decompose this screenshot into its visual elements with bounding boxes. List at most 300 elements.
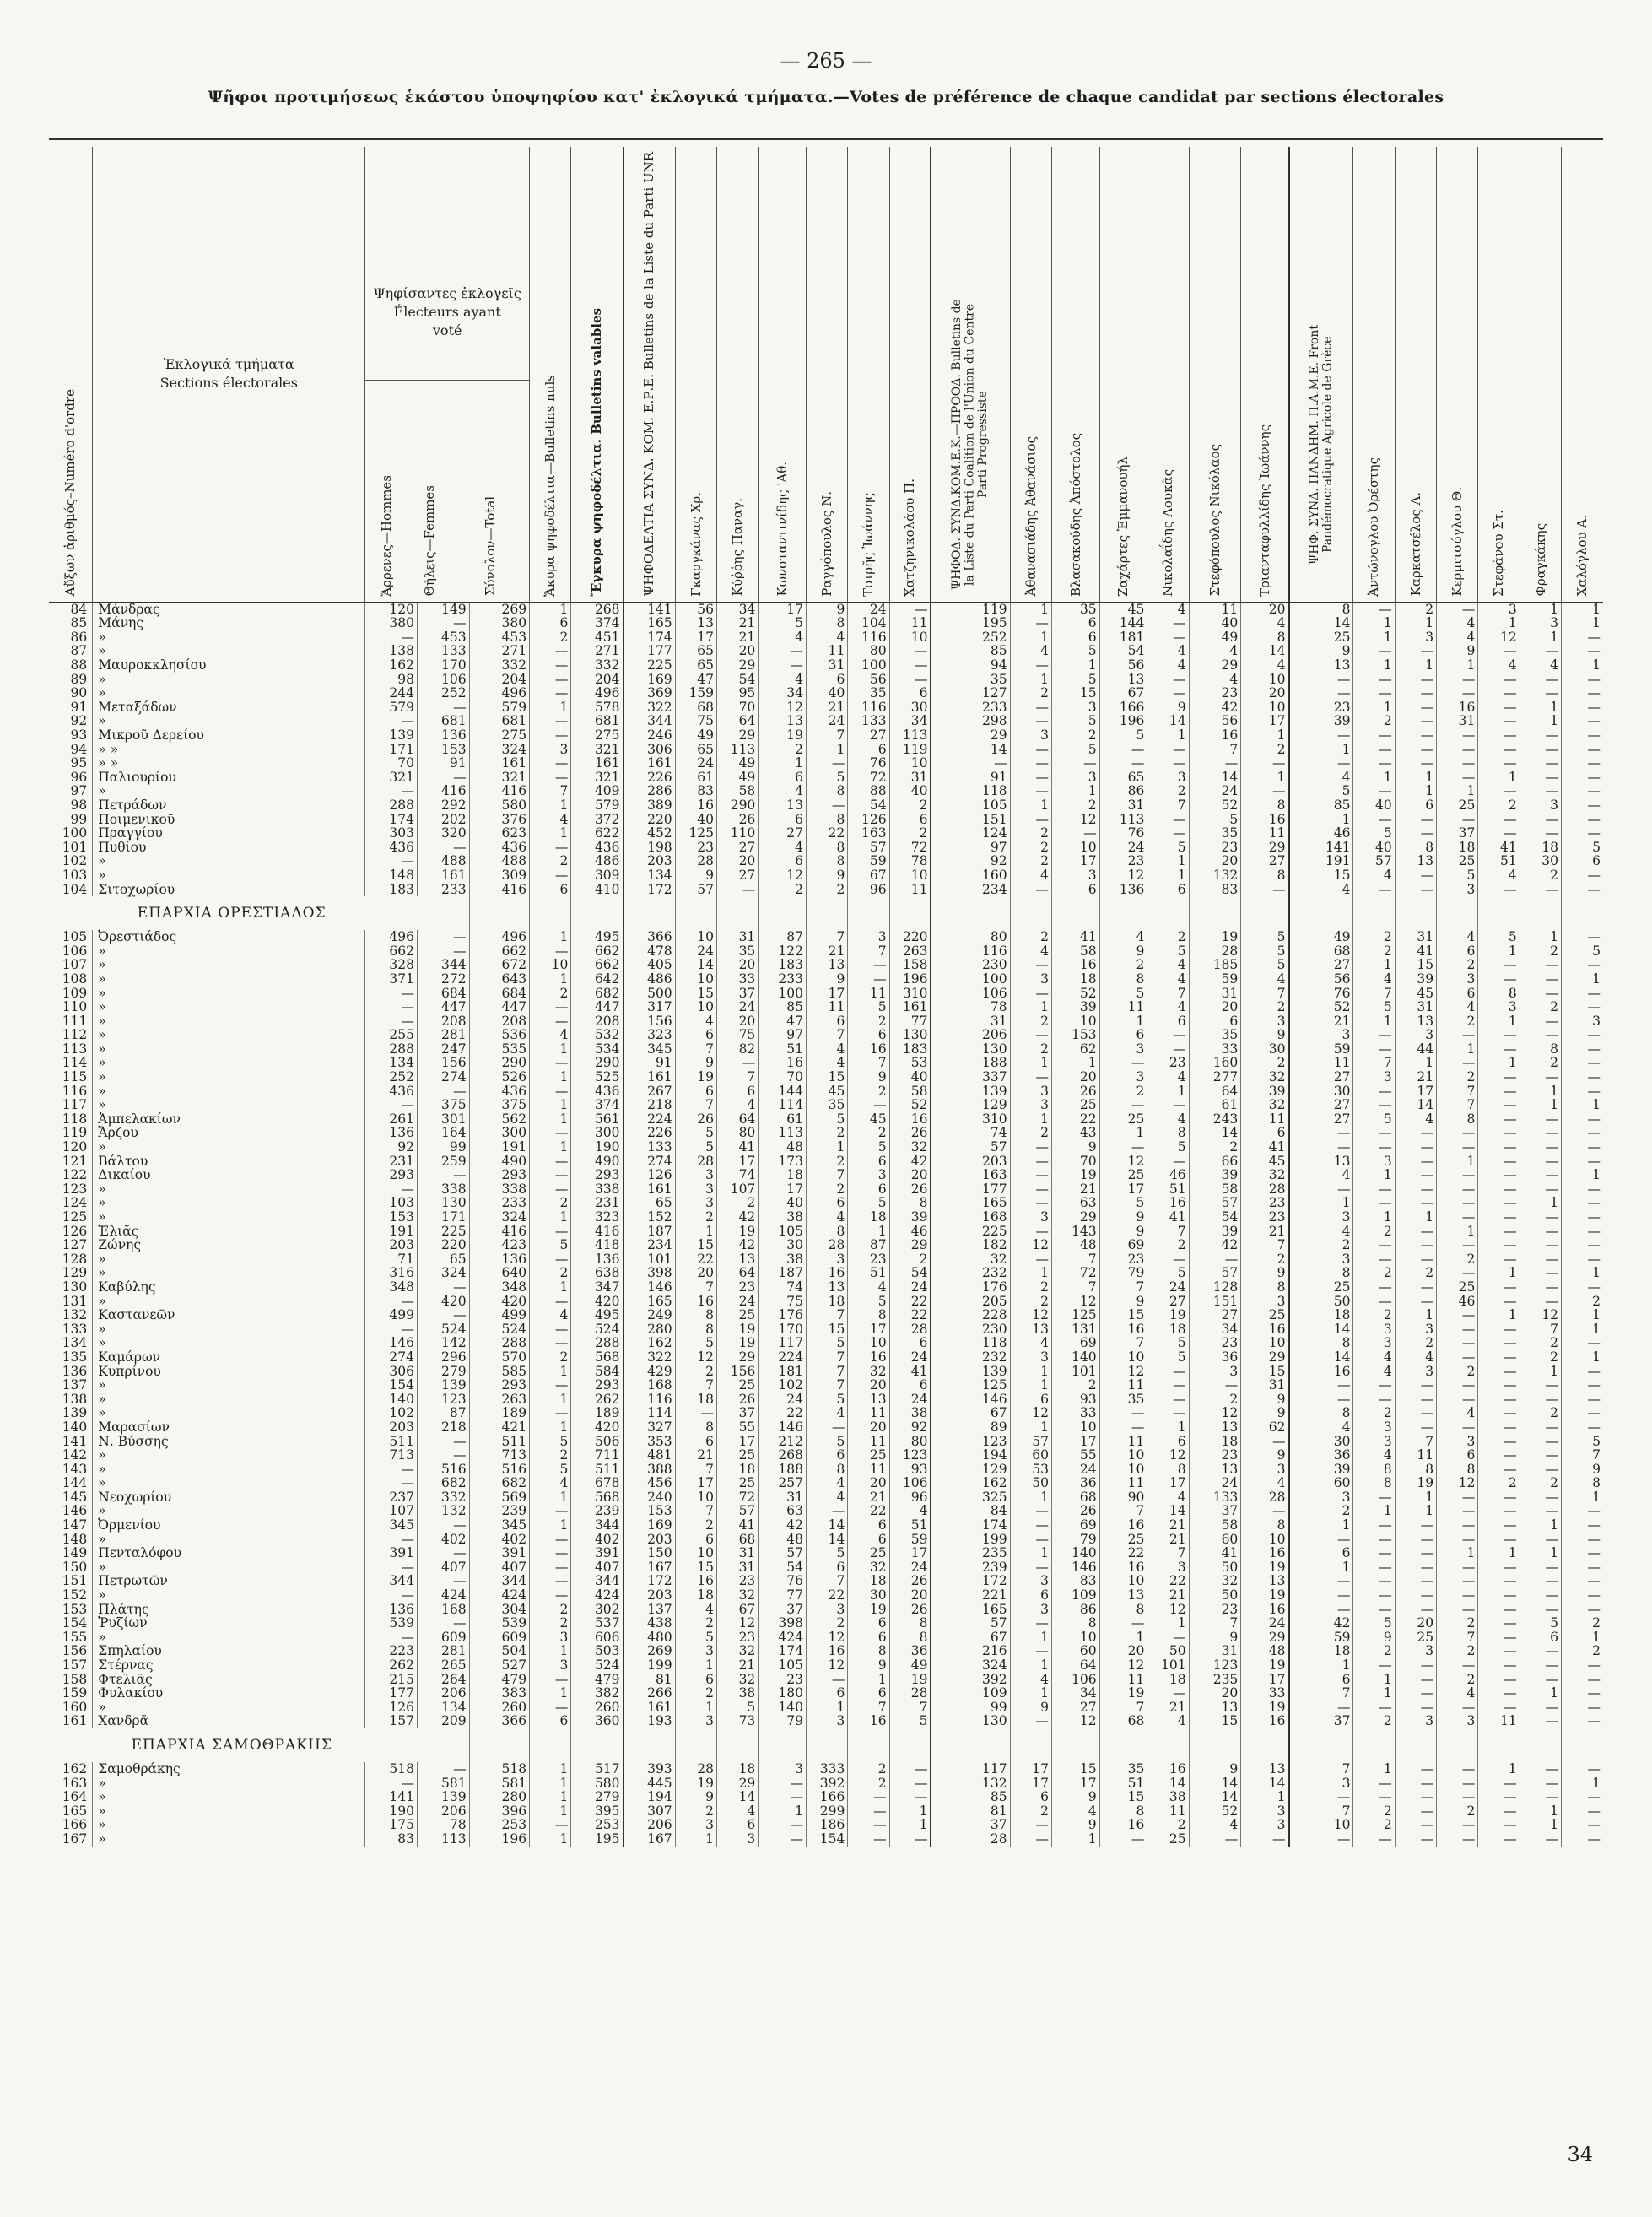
value-cell: 12 — [1099, 1365, 1147, 1379]
value-cell: 166 — [1099, 700, 1147, 715]
value-cell: 23 — [675, 841, 716, 855]
value-cell: 23 — [848, 1252, 889, 1267]
value-cell: 22 — [1099, 1546, 1147, 1560]
value-cell: 6 — [1592, 853, 1601, 869]
value-cell: 14 — [1147, 1776, 1189, 1791]
row-number: 98 — [49, 798, 93, 813]
value-cell: — — [1395, 1673, 1436, 1687]
value-cell: 23 — [1189, 1603, 1241, 1617]
value-cell: 29 — [1189, 658, 1241, 673]
value-cell: — — [1478, 1168, 1520, 1182]
value-cell: — — [1010, 1154, 1051, 1169]
value-cell: 17 — [675, 1476, 716, 1490]
value-cell: 321 — [365, 771, 418, 785]
value-cell: — — [1520, 1701, 1561, 1715]
value-cell: 1 — [530, 700, 571, 715]
value-cell: — — [1587, 1803, 1601, 1819]
value-cell: 199 — [624, 1658, 676, 1673]
value-cell: 424 — [469, 1588, 530, 1603]
table-row — [49, 854, 1603, 868]
value-cell: 7 — [1099, 1504, 1147, 1518]
value-cell: 1 — [1353, 630, 1395, 645]
value-cell: 8 — [848, 1644, 889, 1658]
value-cell: 226 — [624, 1126, 676, 1140]
value-cell: 1 — [530, 1490, 571, 1505]
value-cell: — — [1395, 1252, 1436, 1267]
value-cell: 29 — [889, 1238, 931, 1252]
value-cell: 481 — [624, 1448, 676, 1463]
value-cell: 149 — [417, 602, 469, 616]
value-cell: 13 — [759, 714, 807, 728]
value-cell: 65 — [417, 1252, 469, 1267]
value-cell: 13 — [848, 1392, 889, 1407]
value-cell: 5 — [1051, 673, 1099, 687]
value-cell: 61 — [675, 771, 716, 785]
value-cell: 1 — [1147, 854, 1189, 868]
row-number: 112 — [49, 1028, 93, 1042]
value-cell: 681 — [571, 714, 624, 728]
value-cell: 30 — [1289, 1084, 1353, 1099]
value-cell: 2 — [1353, 1714, 1395, 1728]
table-row — [49, 630, 1603, 645]
value-cell: — — [530, 1406, 571, 1420]
value-cell: 209 — [417, 1714, 469, 1728]
value-cell: 2 — [1010, 854, 1051, 868]
table-row — [49, 1365, 1603, 1379]
value-cell: 1 — [1395, 1210, 1436, 1225]
value-cell: 23 — [1189, 1448, 1241, 1463]
value-cell: — — [530, 714, 571, 728]
value-cell: — — [365, 854, 418, 868]
value-cell: 19 — [1189, 930, 1241, 944]
value-cell: — — [1587, 1377, 1601, 1393]
value-cell: 288 — [365, 798, 418, 813]
value-cell: 4 — [807, 630, 848, 645]
value-cell: — — [1520, 1420, 1561, 1435]
value-cell: 2 — [530, 1266, 571, 1280]
value-cell: 393 — [624, 1762, 676, 1776]
table-row — [49, 1210, 1603, 1225]
row-number: 104 — [49, 883, 93, 897]
col-c3 — [759, 147, 807, 602]
value-cell: 3 — [807, 1252, 848, 1267]
value-cell: 2 — [889, 798, 931, 813]
value-cell: 75 — [759, 1295, 807, 1309]
value-cell: — — [1520, 1560, 1561, 1575]
value-cell: 72 — [1051, 1266, 1099, 1280]
value-cell: 7 — [1241, 987, 1289, 1001]
value-cell: 22 — [889, 1295, 931, 1309]
section-name: » — [93, 854, 365, 868]
col-c4-label: Ραγγόπουλος Ν. — [818, 490, 834, 597]
value-cell: — — [1478, 1420, 1520, 1435]
value-cell: 65 — [624, 1196, 676, 1210]
value-cell: 4 — [1289, 883, 1353, 897]
value-cell: 228 — [931, 1308, 1010, 1322]
value-cell: 239 — [571, 1504, 624, 1518]
value-cell: 39 — [889, 1210, 931, 1225]
section-name: » — [93, 958, 365, 972]
value-cell: 98 — [365, 673, 418, 687]
value-cell: 5 — [675, 1140, 716, 1154]
value-cell: 4 — [1147, 1000, 1189, 1014]
value-cell: 126 — [624, 1168, 676, 1182]
value-cell: 6 — [807, 1560, 848, 1575]
value-cell: 7 — [1099, 1280, 1147, 1295]
value-cell: 74 — [931, 1126, 1010, 1140]
value-cell: — — [1147, 826, 1189, 841]
value-cell: 609 — [417, 1630, 469, 1645]
value-cell: 2 — [1520, 944, 1561, 959]
value-cell: 6 — [1010, 1588, 1051, 1603]
value-cell: 4 — [1147, 958, 1189, 972]
value-cell: 9 — [807, 868, 848, 883]
value-cell: 80 — [848, 644, 889, 658]
value-cell: 54 — [1099, 644, 1147, 658]
value-cell: 1 — [1520, 1365, 1561, 1379]
col-e4 — [1478, 147, 1520, 602]
value-cell: 19 — [1241, 1560, 1289, 1575]
value-cell: 4 — [807, 1056, 848, 1070]
value-cell: 32 — [1241, 1070, 1289, 1084]
value-cell: 40 — [889, 784, 931, 798]
value-cell: 1 — [1478, 1056, 1520, 1070]
value-cell: 95 — [716, 686, 758, 700]
value-cell: 13 — [675, 616, 716, 630]
value-cell: 13 — [807, 958, 848, 972]
value-cell: 4 — [1241, 658, 1289, 673]
table-row — [49, 1533, 1603, 1547]
value-cell: — — [1437, 1504, 1478, 1518]
value-cell: 225 — [417, 1225, 469, 1239]
value-cell: — — [1478, 1832, 1520, 1847]
value-cell: — — [530, 728, 571, 743]
value-cell: 41 — [1395, 944, 1436, 959]
value-cell: — — [1520, 972, 1561, 987]
value-cell: 16 — [1099, 1560, 1147, 1575]
value-cell: — — [1478, 1588, 1520, 1603]
value-cell: 32 — [1241, 1168, 1289, 1182]
value-cell: — — [365, 1533, 418, 1547]
value-cell: 5 — [530, 1238, 571, 1252]
value-cell: — — [1289, 1790, 1353, 1804]
value-cell: 18 — [848, 1574, 889, 1588]
value-cell: 10 — [1099, 1448, 1147, 1463]
value-cell: 26 — [716, 813, 758, 827]
value-cell: 1 — [1147, 1084, 1189, 1099]
value-cell: — — [1010, 771, 1051, 785]
value-cell: 21 — [716, 616, 758, 630]
value-cell: 124 — [931, 826, 1010, 841]
row-number: 108 — [49, 972, 93, 987]
value-cell: 1 — [1353, 1673, 1395, 1687]
table-row — [49, 644, 1603, 658]
value-cell: 681 — [469, 714, 530, 728]
value-cell: 309 — [469, 868, 530, 883]
value-cell: 7 — [807, 930, 848, 944]
value-cell: — — [1437, 1762, 1478, 1776]
value-cell: 389 — [624, 798, 676, 813]
value-cell: 8 — [1520, 1042, 1561, 1057]
value-cell: 12 — [1010, 1238, 1051, 1252]
value-cell: — — [1478, 1504, 1520, 1518]
value-cell: 208 — [571, 1014, 624, 1029]
value-cell: 45 — [1241, 1154, 1289, 1169]
value-cell: 190 — [571, 1140, 624, 1154]
value-cell: 37 — [759, 1603, 807, 1617]
value-cell: — — [1478, 1406, 1520, 1420]
table-row — [49, 1350, 1603, 1365]
value-cell: 1 — [1520, 1804, 1561, 1819]
value-cell: — — [1520, 1154, 1561, 1169]
value-cell: 4 — [889, 1504, 931, 1518]
value-cell: 215 — [365, 1673, 418, 1687]
value-cell: 535 — [469, 1042, 530, 1057]
value-cell: 3 — [675, 1818, 716, 1832]
value-cell: 16 — [1241, 1603, 1289, 1617]
value-cell: 40 — [1189, 616, 1241, 630]
value-cell: 15 — [1051, 686, 1099, 700]
value-cell: 139 — [931, 1365, 1010, 1379]
value-cell: 5 — [675, 1630, 716, 1645]
value-cell: 10 — [889, 868, 931, 883]
value-cell: 1 — [1051, 1832, 1099, 1847]
value-cell: 6 — [1437, 944, 1478, 959]
value-cell: 140 — [1051, 1546, 1099, 1560]
value-cell: 8 — [675, 1322, 716, 1337]
value-cell: — — [530, 841, 571, 855]
value-cell: — — [1395, 1225, 1436, 1239]
value-cell: — — [1520, 1644, 1561, 1658]
value-cell: 5 — [848, 1196, 889, 1210]
value-cell: — — [1289, 1832, 1353, 1847]
row-number: 156 — [49, 1644, 93, 1658]
value-cell: 3 — [848, 1168, 889, 1182]
value-cell: 321 — [571, 771, 624, 785]
value-cell: 49 — [889, 1658, 931, 1673]
value-cell: 1 — [1353, 1168, 1395, 1182]
value-cell: 416 — [571, 1225, 624, 1239]
table-row — [49, 1790, 1603, 1804]
value-cell: 3 — [1189, 1365, 1241, 1379]
value-cell: 7 — [807, 1028, 848, 1042]
value-cell: 7 — [675, 1098, 716, 1112]
value-cell: 4 — [1478, 658, 1520, 673]
value-cell: 7 — [1147, 1546, 1189, 1560]
value-cell: 1 — [675, 1832, 716, 1847]
section-name: Μαυροκκλησίου — [93, 658, 365, 673]
col-d2 — [1051, 147, 1099, 602]
value-cell: — — [1189, 1252, 1241, 1267]
value-cell: 16 — [1099, 1818, 1147, 1832]
value-cell: 6 — [675, 1084, 716, 1099]
value-cell: 16 — [1289, 1365, 1353, 1379]
value-cell: 5 — [1437, 868, 1478, 883]
value-cell: 79 — [1099, 1266, 1147, 1280]
value-cell: 29 — [716, 728, 758, 743]
value-cell: 57 — [1189, 1196, 1241, 1210]
value-cell: 17 — [848, 1322, 889, 1337]
value-cell: 20 — [1189, 1686, 1241, 1701]
value-cell: 12 — [759, 700, 807, 715]
value-cell: 2 — [1010, 1280, 1051, 1295]
value-cell: 13 — [1395, 1014, 1436, 1029]
col-e4-label: Στεφάνου Στ. — [1491, 509, 1507, 597]
value-cell: 8 — [1437, 1112, 1478, 1127]
value-cell: — — [1478, 1790, 1520, 1804]
value-cell: 58 — [889, 1084, 931, 1099]
value-cell: — — [530, 1546, 571, 1560]
value-cell: 30 — [759, 1238, 807, 1252]
value-cell: 6 — [716, 1084, 758, 1099]
value-cell: 4 — [807, 1406, 848, 1420]
value-cell: — — [807, 756, 848, 771]
value-cell: 3 — [1437, 883, 1478, 897]
value-cell: 344 — [469, 1574, 530, 1588]
value-cell: 63 — [759, 1504, 807, 1518]
value-cell: — — [1520, 1225, 1561, 1239]
value-cell: — — [1520, 1392, 1561, 1407]
value-cell: — — [1241, 1504, 1289, 1518]
value-cell: 3 — [1353, 1322, 1395, 1337]
row-number: 90 — [49, 686, 93, 700]
value-cell: 6 — [848, 1182, 889, 1197]
value-cell: 3 — [1099, 1070, 1147, 1084]
value-cell: 4 — [1437, 1406, 1478, 1420]
value-cell: 130 — [889, 1028, 931, 1042]
value-cell: 141 — [365, 1790, 418, 1804]
value-cell: 25 — [1147, 1832, 1189, 1847]
value-cell: 130 — [931, 1042, 1010, 1057]
value-cell: 416 — [417, 784, 469, 798]
value-cell: 303 — [365, 826, 418, 841]
value-cell: 154 — [365, 1378, 418, 1392]
value-cell: — — [1587, 769, 1601, 785]
section-name: Ἑλιᾶς — [93, 1225, 365, 1239]
value-cell: 3 — [1010, 1084, 1051, 1099]
value-cell: — — [1010, 1070, 1051, 1084]
value-cell: 12 — [807, 1658, 848, 1673]
value-cell: — — [1437, 1266, 1478, 1280]
value-cell: 14 — [1189, 1790, 1241, 1804]
top-rule — [49, 138, 1603, 140]
value-cell: 6 — [1051, 883, 1099, 897]
value-cell: 322 — [624, 1350, 676, 1365]
value-cell: 29 — [716, 1350, 758, 1365]
value-cell: 1 — [1395, 658, 1436, 673]
value-cell: 27 — [1241, 854, 1289, 868]
value-cell: — — [1010, 1168, 1051, 1182]
value-cell: 234 — [624, 1238, 676, 1252]
section-name: » — [93, 1322, 365, 1337]
table-row — [49, 1154, 1603, 1169]
value-cell: 113 — [1099, 813, 1147, 827]
value-cell: 196 — [1099, 714, 1147, 728]
value-cell: 64 — [1189, 1084, 1241, 1099]
table-row — [49, 883, 1603, 897]
value-cell: 338 — [469, 1182, 530, 1197]
value-cell: — — [1587, 783, 1601, 799]
value-cell: — — [1189, 1832, 1241, 1847]
value-cell: 3 — [1478, 602, 1520, 616]
value-cell: — — [1289, 1182, 1353, 1197]
value-cell: 18 — [848, 1210, 889, 1225]
value-cell: 20 — [675, 1266, 716, 1280]
value-cell: — — [530, 771, 571, 785]
value-cell: 71 — [365, 1252, 418, 1267]
value-cell: — — [1241, 1832, 1289, 1847]
value-cell: 682 — [417, 1476, 469, 1490]
value-cell: — — [1478, 1336, 1520, 1350]
value-cell: 14 — [1289, 1322, 1353, 1337]
value-cell: 122 — [759, 944, 807, 959]
value-cell: 274 — [417, 1070, 469, 1084]
row-number: 164 — [49, 1790, 93, 1804]
value-cell: 344 — [365, 1574, 418, 1588]
value-cell: — — [1587, 741, 1601, 757]
value-cell: 5 — [675, 1336, 716, 1350]
row-number: 87 — [49, 644, 93, 658]
value-cell: 3 — [675, 1168, 716, 1182]
value-cell: 517 — [571, 1762, 624, 1776]
row-number: 88 — [49, 658, 93, 673]
section-name: » — [93, 1804, 365, 1819]
section-name: Ποιμενικοῦ — [93, 813, 365, 827]
value-cell: 2 — [1353, 944, 1395, 959]
row-number: 129 — [49, 1266, 93, 1280]
value-cell: — — [1353, 1546, 1395, 1560]
value-cell: 7 — [1099, 1336, 1147, 1350]
value-cell: — — [417, 944, 469, 959]
value-cell: 34 — [1051, 1686, 1099, 1701]
value-cell: — — [530, 1533, 571, 1547]
section-name: Καμάρων — [93, 1350, 365, 1365]
value-cell: 56 — [1189, 714, 1241, 728]
value-cell: 682 — [571, 987, 624, 1001]
value-cell: 6 — [1147, 883, 1189, 897]
value-cell: 97 — [759, 1028, 807, 1042]
value-cell: 181 — [1099, 630, 1147, 645]
value-cell: 8 — [807, 841, 848, 855]
value-cell: 1 — [530, 1790, 571, 1804]
value-cell: 2 — [1395, 1336, 1436, 1350]
value-cell: 113 — [716, 743, 758, 757]
value-cell: 100 — [931, 972, 1010, 987]
section-name: Μαρασίων — [93, 1420, 365, 1435]
value-cell: — — [931, 756, 1010, 771]
value-cell: 407 — [469, 1560, 530, 1575]
value-cell: 25 — [1289, 1280, 1353, 1295]
value-cell: 31 — [889, 771, 931, 785]
table-row — [49, 1098, 1603, 1112]
value-cell: — — [1587, 881, 1601, 897]
value-cell: 59 — [1289, 1042, 1353, 1057]
value-cell: — — [1587, 1041, 1601, 1057]
heading-spacer-cell — [675, 896, 716, 930]
value-cell: 62 — [1241, 1420, 1289, 1435]
value-cell: 29 — [1241, 1630, 1289, 1645]
value-cell: 12 — [1099, 1658, 1147, 1673]
value-cell: 34 — [889, 714, 931, 728]
row-number: 99 — [49, 813, 93, 827]
value-cell: 172 — [931, 1574, 1010, 1588]
value-cell: 5 — [530, 1463, 571, 1477]
heading-spacer-cell — [1520, 896, 1561, 930]
value-cell: — — [1437, 1378, 1478, 1392]
value-cell: 1 — [1395, 771, 1436, 785]
value-cell: 580 — [469, 798, 530, 813]
value-cell: 24 — [889, 1392, 931, 1407]
